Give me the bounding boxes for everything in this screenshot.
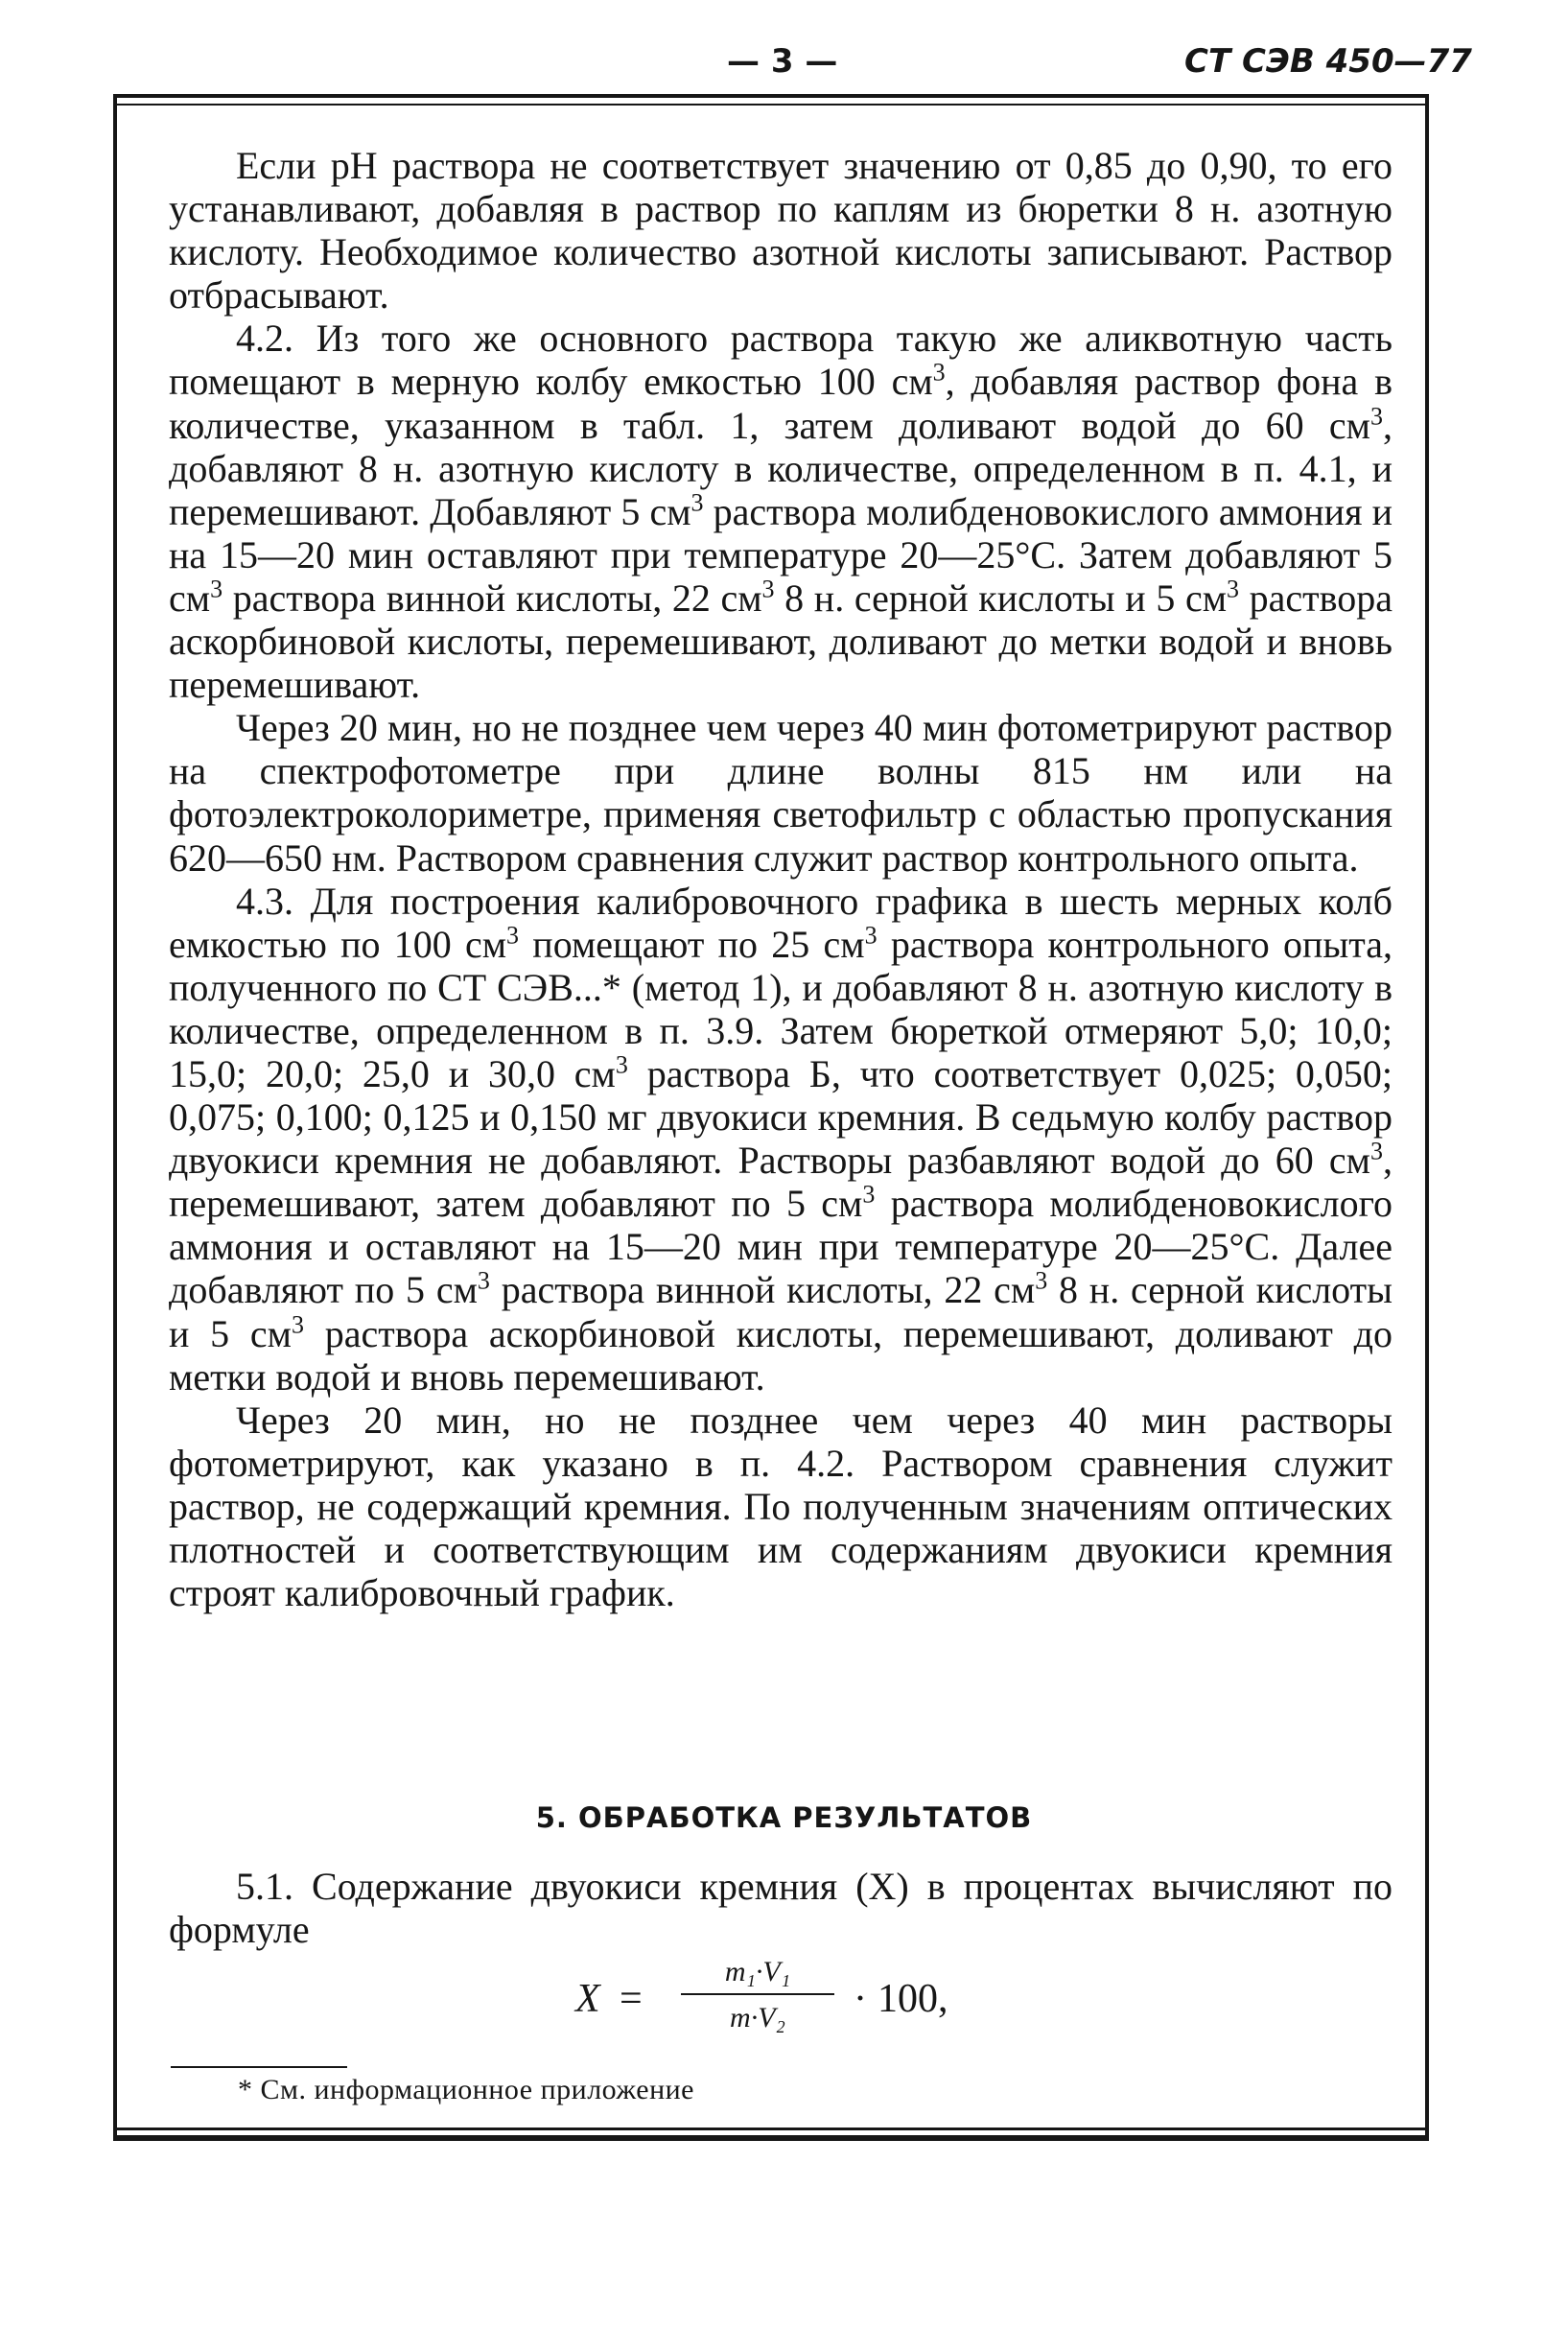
formula-lhs: X <box>575 1977 600 2021</box>
paragraph-4-2: 4.2. Из того же основного раствора такую же аликвотную часть помещают в мерную колбу емкостью 100 $см^3$, добавляя раствор фона в количестве, указанном в табл. 1, затем доливают водой до 60 $см^3$, добавляют 8 н. азотную кислоту в количестве, определенном в п. 4.1, и перемешивают. Добавляют 5 $см^3$ раствора молибденовокислого аммония и на 15—20 мин оставляют при температуре 20—25°С. Затем добавляют 5 $см^3$ раствора винной кислоты, 22 $см^3$ 8 н. серной кислоты и 5 $см^3$ раствора аскорбиновой кислоты, перемешивают, доливают до метки водой и вновь перемешивают. <box>169 317 1392 707</box>
frame-top-rule <box>113 104 1429 106</box>
standard-code: СТ СЭВ 450—77 <box>1184 42 1472 81</box>
page-number: — 3 — <box>727 42 838 81</box>
footnote: * См. информационное приложение <box>238 2074 694 2105</box>
frame-bottom-rule <box>113 2128 1429 2130</box>
paragraph-ph: Если рН раствора не соответствует значению от 0,85 до 0,90, то его устанавливают, добавляя в раствор по каплям из бюретки 8 н. азотную кислоту. Необходимое количество азотной кислоты записывают. Раствор отбрасывают. <box>169 144 1392 317</box>
fraction-bar <box>681 1993 834 1995</box>
formula-equals: = <box>620 1977 643 2021</box>
formula-numerator: m₁·V₁ <box>724 1956 791 1987</box>
paragraph-calibration: Через 20 мин, но не позднее чем через 40 мин растворы фотометрируют, как указано в п. 4.2. Раствором сравнения служит раствор, не содержащий кремния. По полученным значениям оптических плотностей и соответствующим им содержаниям двуокиси кремния строят калибровочный график. <box>169 1398 1392 1615</box>
footnote-rule <box>171 2066 347 2068</box>
section-title: 5. ОБРАБОТКА РЕЗУЛЬТАТОВ <box>535 1801 1033 1834</box>
body-text <box>169 144 1392 1614</box>
formula <box>575 1957 1017 2043</box>
paragraph-photometry: Через 20 мин, но не позднее чем через 40 мин фотометрируют раствор на спектрофотометре при длине волны 815 нм или на фотоэлектроколориметре, применяя светофильтр с областью пропускания 620—650 нм. Раствором сравнения служит раствор контрольного опыта. <box>169 706 1392 880</box>
paragraph-5-1: 5.1. Содержание двуокиси кремния (X) в процентах вычисляют по формуле <box>169 1865 1392 1951</box>
formula-factor: 100, <box>878 1977 948 2021</box>
formula-denominator: m·V₂ <box>730 2002 785 2034</box>
formula-fraction <box>681 1957 834 2034</box>
formula-multiply: · <box>854 1977 867 2021</box>
paragraph-4-3: 4.3. Для построения калибровочного графика в шесть мерных колб емкостью по 100 $см^3$ помещают по 25 $см^3$ раствора контрольного опыта, полученного по СТ СЭВ...* (метод 1), и добавляют 8 н. азотную кислоту в количестве, определенном в п. 3.9. Затем бюреткой отмеряют 5,0; 10,0; 15,0; 20,0; 25,0 и 30,0 $см^3$ раствора Б, что соответствует 0,025; 0,050; 0,075; 0,100; 0,125 и 0,150 мг двуокиси кремния. В седьмую колбу раствор двуокиси кремния не добавляют. Растворы разбавляют водой до 60 $см^3$, перемешивают, затем добавляют по 5 $см^3$ раствора молибденовокислого аммония и оставляют на 15—20 мин при температуре 20—25°С. Далее добавляют по 5 $см^3$ раствора винной кислоты, 22 $см^3$ 8 н. серной кислоты и 5 $см^3$ раствора аскорбиновой кислоты, перемешивают, доливают до метки водой и вновь перемешивают. <box>169 879 1393 1399</box>
